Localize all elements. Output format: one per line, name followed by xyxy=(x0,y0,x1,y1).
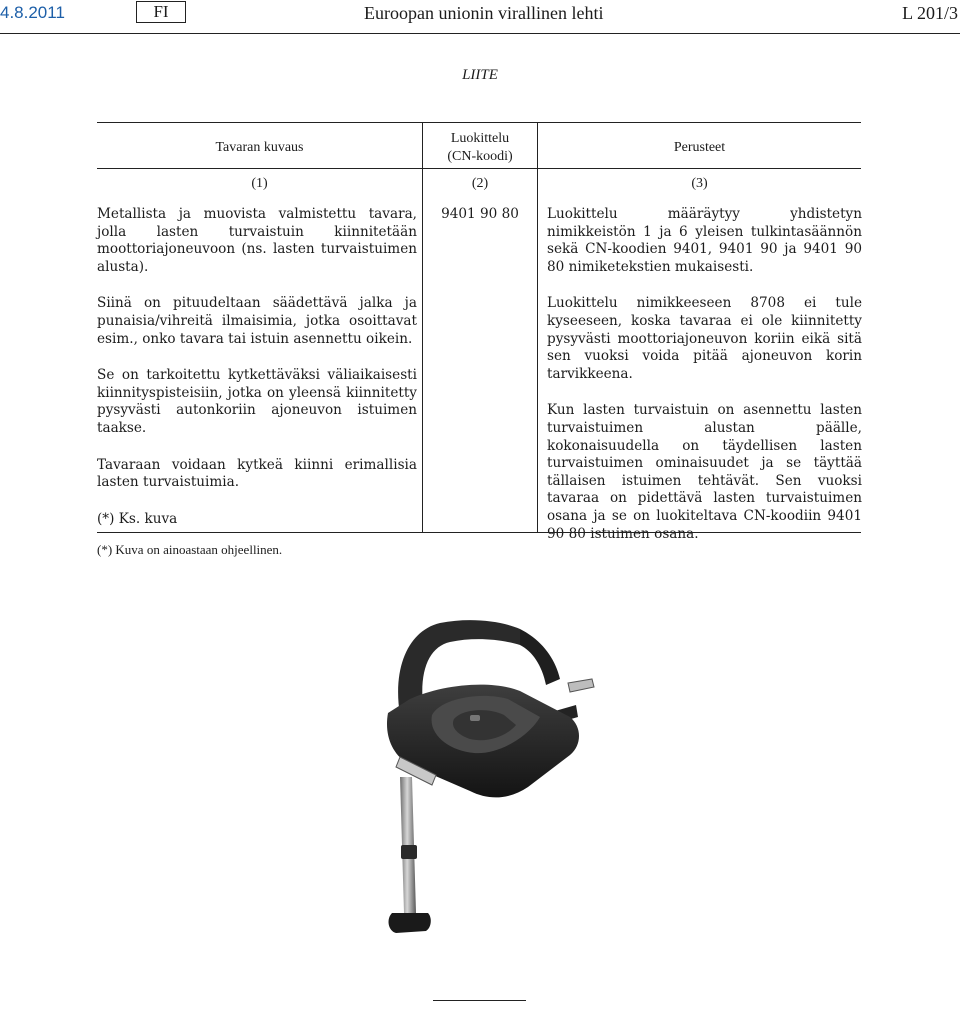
reason-paragraph: Luokittelu määräytyy yhdistetyn nimikkeistön 1 ja 6 yleisen tulkintasäännön sekä CN-koodien 9401, 9401 90 ja 9401 90 80 nimiketekstien mukaisesti. xyxy=(547,206,862,275)
reason-paragraph: Luokittelu nimikkeeseen 8708 ei tule kyseeseen, koska tavaraa ei ole kiinnitetty pysyvästi moottoriajoneuvon koriin eikä sitä sen vuoksi voida pitää ajoneuvon korin tarvikkeena. xyxy=(547,295,862,382)
publication-date: 4.8.2011 xyxy=(0,3,65,22)
description-paragraph: (*) Ks. kuva xyxy=(97,510,178,527)
table-bottom-rule xyxy=(97,532,861,533)
column-header-classification-line2: (CN-koodi) xyxy=(447,149,513,164)
column-divider xyxy=(537,122,538,532)
page-end-rule xyxy=(433,1000,526,1001)
page-reference: L 201/3 xyxy=(902,3,958,23)
figure-footnote: (*) Kuva on ainoastaan ohjeellinen. xyxy=(97,542,283,557)
column-header-description: Tavaran kuvaus xyxy=(215,140,304,155)
table-top-rule xyxy=(97,122,861,123)
column-header-classification xyxy=(423,130,537,166)
reasons-cell xyxy=(547,206,862,562)
reason-paragraph: Kun lasten turvaistuin on asennettu lasten turvaistuimen alustan päälle, kokonaisuudella on täydellisen lasten turvaistuimen ominaisuudet ja se täyttää tällaisen istuimen tehtävät. Sen vuoksi tavaraa on pidettävä lasten turvaistuimen osana ja se on luokiteltava CN-koodiin 9401 90 80 istuimen osana. xyxy=(547,402,862,542)
journal-title: Euroopan unionin virallinen lehti xyxy=(364,3,604,23)
description-paragraph: Se on tarkoitettu kytkettäväksi väliaikaisesti kiinnityspisteisiin, jotka on yleensä kiinnitetty pysyvästi autonkoriin ajoneuvon istuimen taakse. xyxy=(97,367,417,436)
column-number-1: (1) xyxy=(251,176,268,191)
column-number-2: (2) xyxy=(471,176,489,191)
column-divider xyxy=(422,122,423,532)
cn-code-cell: 9401 90 80 xyxy=(441,206,519,222)
column-number-3: (3) xyxy=(691,176,708,191)
description-cell xyxy=(97,206,417,547)
annex-title: LIITE xyxy=(462,67,498,83)
column-header-classification-line1: Luokittelu xyxy=(450,131,510,146)
language-badge: FI xyxy=(136,1,186,23)
description-paragraph: Tavaraan voidaan kytkeä kiinni erimallisia lasten turvaistuimia. xyxy=(97,456,417,491)
description-paragraph: Siinä on pituudeltaan säädettävä jalka ja punaisia/vihreitä ilmaisimia, jotka osoittavat esim., onko tavara tai istuin asennettu oikein. xyxy=(97,295,417,347)
column-header-reasons: Perusteet xyxy=(673,140,726,155)
header-divider xyxy=(0,33,960,34)
description-paragraph: Metallista ja muovista valmistettu tavara, jolla lasten turvaistuin kiinnitetään moottoriajoneuvoon (ns. lasten turvaistuimen alusta). xyxy=(97,206,417,275)
car-seat-base-photo-icon xyxy=(370,595,610,955)
table-header-rule xyxy=(97,168,861,169)
